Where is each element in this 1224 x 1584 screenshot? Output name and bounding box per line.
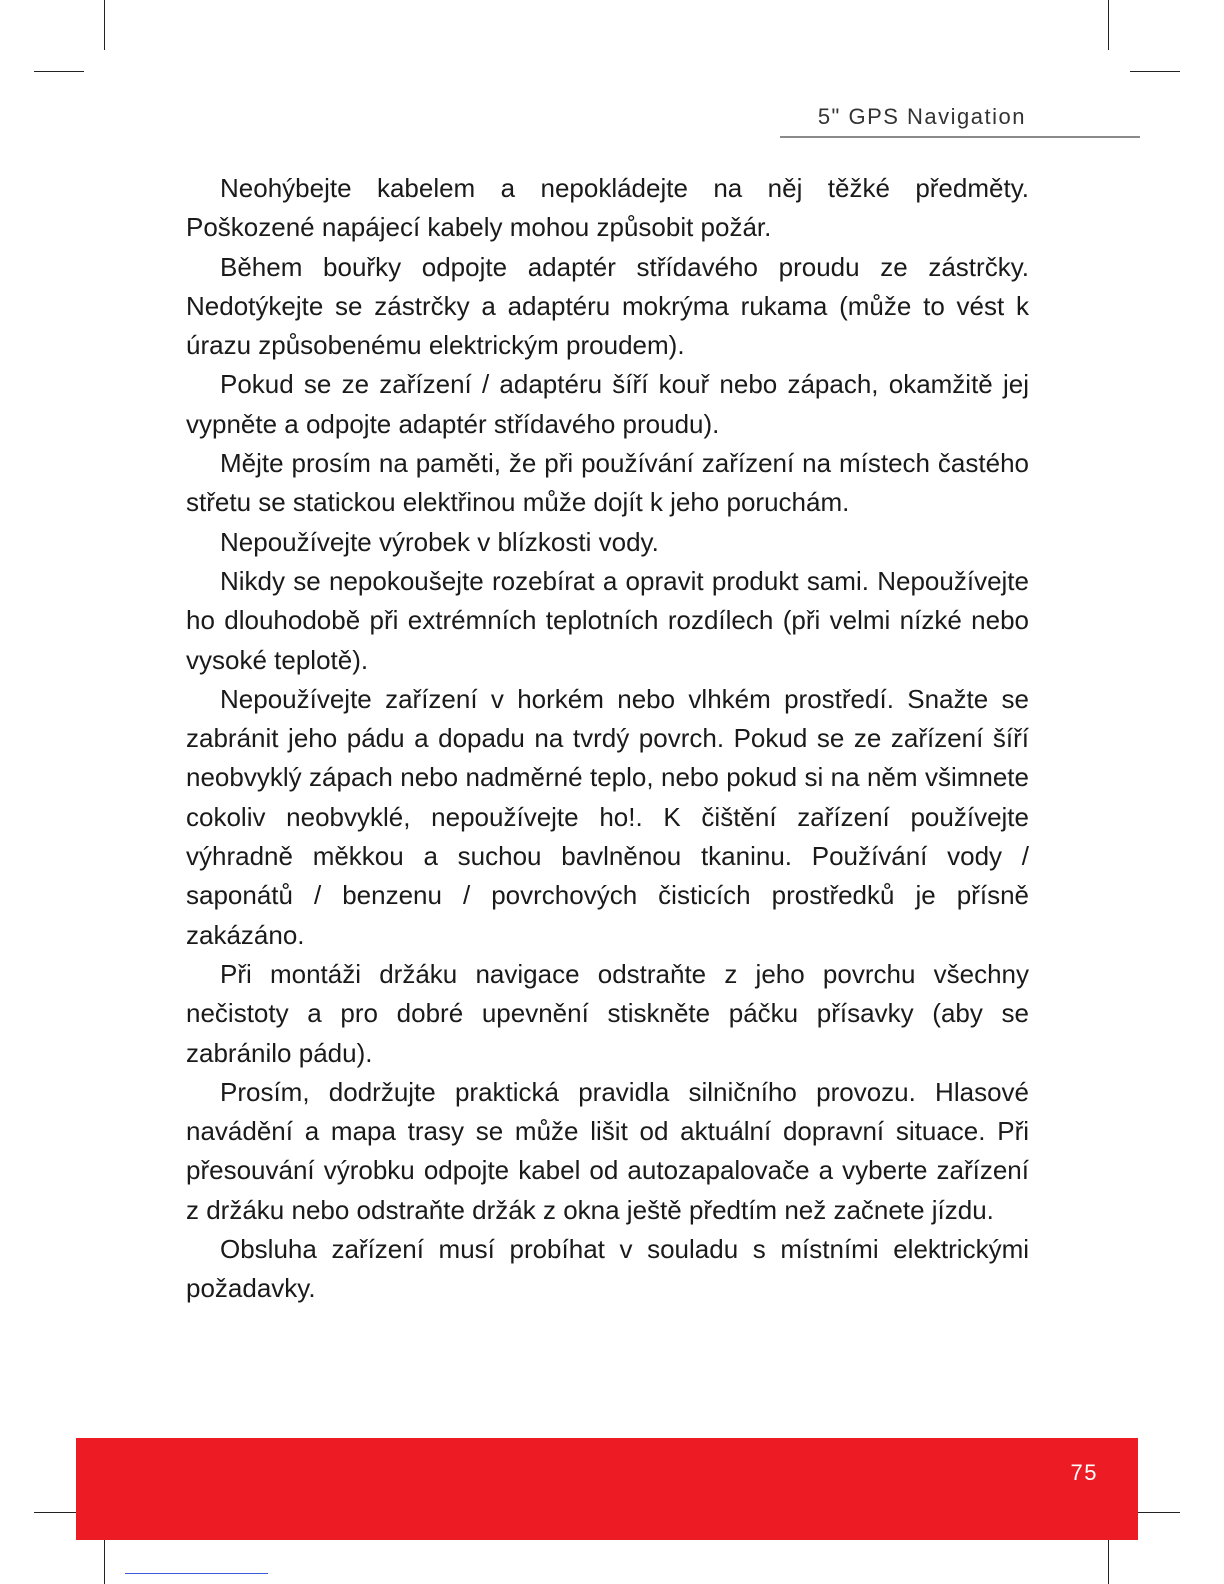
paragraph: Pokud se ze zařízení / adaptéru šíří kouř nebo zápach, okamžitě jej vypněte a odpojte adaptér střídavého proudu).	[186, 369, 1029, 439]
page-body	[186, 169, 1029, 1309]
bottom-accent-line	[125, 1573, 268, 1574]
paragraph: Neohýbejte kabelem a nepokládejte na něj těžké předměty. Poškozené napájecí kabely mohou způsobit požár.	[186, 173, 1029, 243]
running-header-title: 5" GPS Navigation	[817, 104, 1026, 129]
crop-mark	[1108, 0, 1109, 50]
paragraph: Prosím, dodržujte praktická pravidla silničního provozu. Hlasové navádění a mapa trasy se může lišit od aktuální dopravní situace. Při přesouvání výrobku odpojte kabel od autozapalovače a vyberte zařízení z držáku nebo odstraňte držák z okna ještě předtím než začnete jízdu.	[186, 1076, 1029, 1225]
footer-band	[76, 1438, 1138, 1540]
paragraph: Obsluha zařízení musí probíhat v souladu s místními elektrickými požadavky.	[186, 1234, 1029, 1304]
paragraph: Mějte prosím na paměti, že při používání zařízení na místech častého střetu se statickou elektřinou může dojít k jeho poruchám.	[186, 448, 1029, 518]
paragraph: Nikdy se nepokoušejte rozebírat a opravit produkt sami. Nepoužívejte ho dlouhodobě při extrémních teplotních rozdílech (při velmi nízké nebo vysoké teplotě).	[186, 565, 1029, 675]
header-rule	[780, 136, 1140, 138]
paragraph: Při montáži držáku navigace odstraňte z jeho povrchu všechny nečistoty a pro dobré upevnění stiskněte páčku přísavky (aby se zabránilo pádu).	[186, 958, 1029, 1068]
page-number: 75	[1070, 1460, 1098, 1485]
crop-mark	[104, 0, 105, 50]
paragraph: Nepoužívejte výrobek v blízkosti vody.	[220, 526, 659, 557]
crop-mark	[34, 71, 84, 72]
paragraph: Během bouřky odpojte adaptér střídavého proudu ze zástrčky. Nedotýkejte se zástrčky a adaptéru mokrýma rukama (může to vést k úrazu způsobenému elektrickým proudem).	[186, 251, 1029, 361]
crop-mark	[1130, 71, 1180, 72]
paragraph: Nepoužívejte zařízení v horkém nebo vlhkém prostředí. Snažte se zabránit jeho pádu a dopadu na tvrdý povrch. Pokud se ze zařízení šíří neobvyklý zápach nebo nadměrné teplo, nebo pokud si na něm všimnete cokoliv neobvyklé, nepoužívejte ho!. K čištění zařízení používejte výhradně měkkou a suchou bavlněnou tkaninu. Používání vody / saponátů / benzenu / povrchových čisticích prostředků je přísně zakázáno.	[186, 683, 1029, 950]
